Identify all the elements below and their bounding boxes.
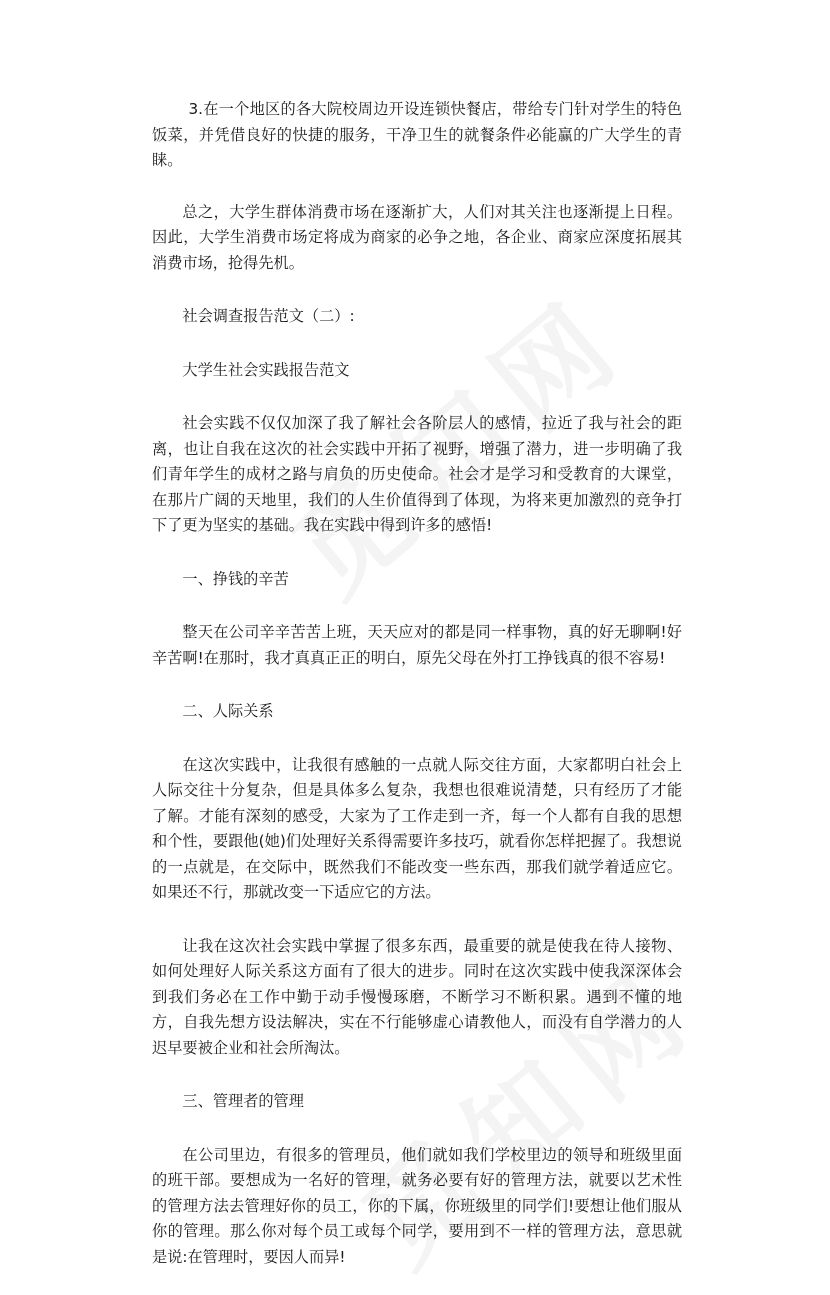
report-title: 大学生社会实践报告范文 <box>182 360 350 379</box>
paragraph-fast-food: 3.在一个地区的各大院校周边开设连锁快餐店，带给专门针对学生的特色饭菜，并凭借良好的快捷的服务，干净卫生的就餐条件必能赢的广大学生的青睐。 <box>152 100 682 169</box>
heading-management: 三、管理者的管理 <box>182 1092 304 1110</box>
section-heading-report-two: 社会调查报告范文（二）: <box>182 307 355 325</box>
paragraph-intro: 社会实践不仅仅加深了我了解社会各阶层人的感情，拉近了我与社会的距离，也让自我在这次的社会实践中开拓了视野，增强了潜力，进一步明确了我们青年学生的成材之路与肩负的历史使命。社会才是学习和受教育的大课堂，在那片广阔的天地里，我们的人生价值得到了体现，为将来更加激烈的竞争打下了更为坚实的基础。我在实践中得到许多的感悟! <box>152 414 682 534</box>
paragraph-learning: 让我在这次社会实践中掌握了很多东西，最重要的就是使我在待人接物、如何处理好人际关系这方面有了很大的进步。同时在这次实践中使我深深体会到我们务必在工作中勤于动手慢慢琢磨，不断学习不断积累。遇到不懂的地方，自我先想方设法解决，实在不行能够虚心请教他人，而没有自学潜力的人迟早要被企业和社会所淘汰。 <box>152 936 682 1057</box>
paragraph-conclusion: 总之，大学生群体消费市场在逐渐扩大，人们对其关注也逐渐提上日程。因此，大学生消费市场定将成为商家的必争之地，各企业、商家应深度拓展其消费市场，抢得先机。 <box>152 202 682 272</box>
paragraph-management: 在公司里边，有很多的管理员，他们就如我们学校里边的领导和班级里面的班干部。要想成为一名好的管理，就务必要有好的管理方法，就要以艺术性的管理方法去管理好你的员工，你的下属，你班级里的同学们!要想让他们服从你的管理。那么你对每个员工或每个同学，要用到不一样的管理方法，意思就是说:在管理时，要因人而异! <box>152 1145 682 1266</box>
paragraph-earning-money: 整天在公司辛辛苦苦上班，天天应对的都是同一样事物，真的好无聊啊!好辛苦啊!在那时，我才真真正正的明白，原先父母在外打工挣钱真的很不容易! <box>152 623 682 667</box>
heading-earning-money: 一、挣钱的辛苦 <box>182 569 289 588</box>
paragraph-relationships: 在这次实践中，让我很有感触的一点就人际交往方面，大家都明白社会上人际交往十分复杂，但是具体多么复杂，我想也很难说清楚，只有经历了才能了解。才能有深刻的感受，大家为了工作走到一齐，每一个人都有自我的思想和个性，要跟他(她)们处理好关系得需要许多技巧，就看你怎样把握了。我想说的一点就是，在交际中，既然我们不能改变一些东西，那我们就学着适应它。如果还不行，那就改变一下适应它的方法。 <box>152 755 682 901</box>
heading-relationships: 二、人际关系 <box>182 702 274 720</box>
document-body <box>152 97 682 1270</box>
